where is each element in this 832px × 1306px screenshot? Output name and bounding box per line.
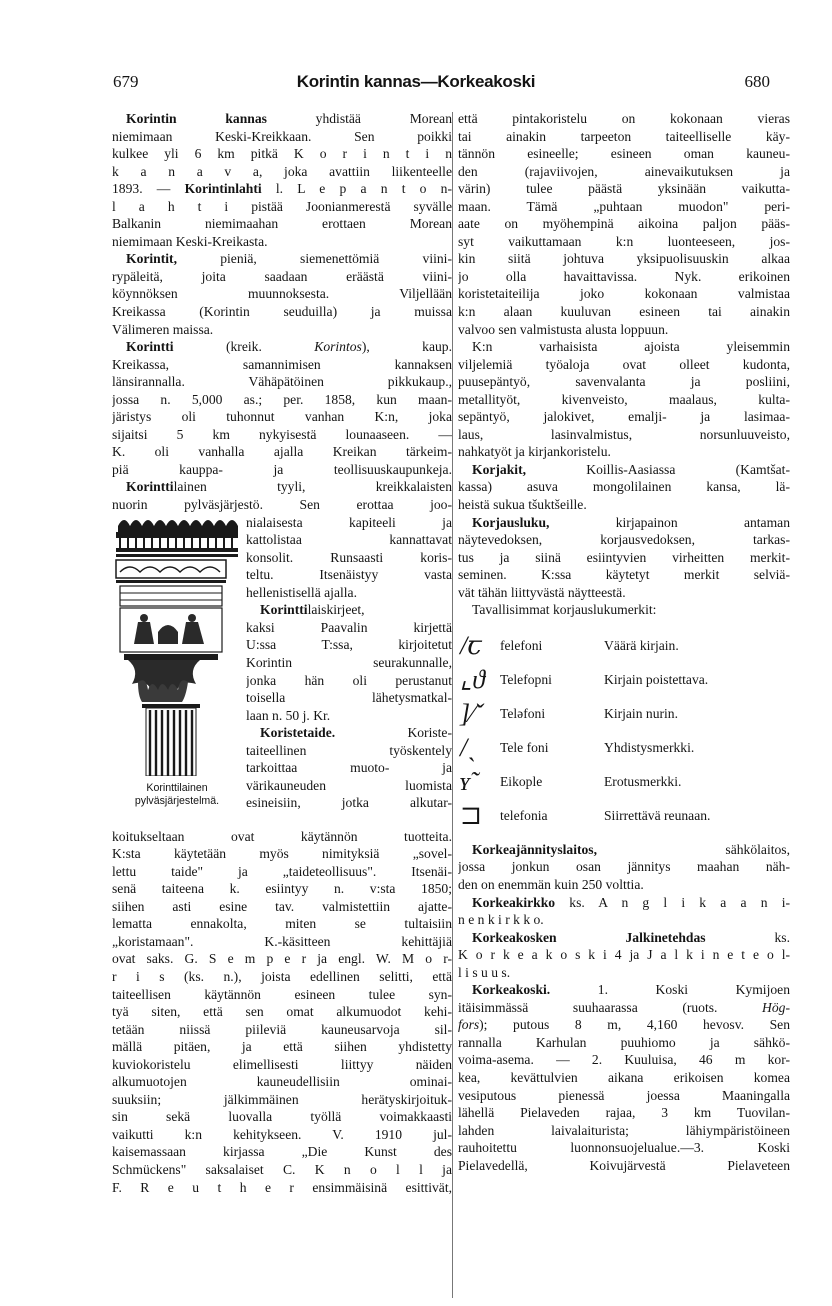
proof-mark-example: telefonia xyxy=(500,808,548,824)
left-column xyxy=(112,110,452,1196)
text-line: Korinttilainen tyyli, kreikkalaisten xyxy=(126,479,452,495)
corinthian-column-illustration xyxy=(114,514,240,776)
proof-mark-description: Kirjain poistettava. xyxy=(604,672,709,688)
text-line: jo olla havaittavissa. Nyk. erikoinen xyxy=(458,268,790,284)
text-line: sepäntyö, jalokivet, emalji- ja lasimaa- xyxy=(458,409,790,425)
proof-mark-row xyxy=(460,731,790,765)
text-line: ovat saks. G. S e m p e r ja engl. W. M o r- xyxy=(112,951,452,967)
right-column-top-text xyxy=(458,110,790,619)
text-line: l a h t i pistää Joonianmerestä syvälle xyxy=(112,198,452,214)
text-line: „koristamaan". K.-käsitteen kehittäjiä xyxy=(112,933,452,949)
text-line: F. R e u t h e r ensimmäisinä esittivät, xyxy=(112,1179,452,1195)
proof-mark-description: Erotusmerkki. xyxy=(604,774,682,790)
text-line: vät tähän liittyvästä näytteestä. xyxy=(458,584,626,600)
text-line: hellenistisellä ajalla. xyxy=(246,584,357,600)
proof-mark-example: Telefopni xyxy=(500,672,552,688)
proof-mark-glyph: ⌞ϑ xyxy=(460,664,485,694)
proof-mark-row xyxy=(460,765,790,799)
text-line: taiteellisen käytännön esineen tulee syn- xyxy=(112,986,452,1002)
text-line: Kreikassa, samannimisen kannaksen xyxy=(112,356,452,372)
text-line: piä kauppa- ja teollisuuskaupunkeja. xyxy=(112,461,452,477)
text-line: alkumuotojen kauneudellisiin ominai- xyxy=(112,1074,452,1090)
text-line: Korkeajännityslaitos, sähkölaitos, xyxy=(472,841,790,857)
proof-mark-description: Kirjain nurin. xyxy=(604,706,678,722)
text-line: värin) tulee päästä yksinään vaikutta- xyxy=(458,181,790,197)
right-column-bottom-text xyxy=(458,841,790,1174)
text-line: syt vaikuttamaan k:n luonteeseen, jos- xyxy=(458,233,790,249)
text-line: jonka hän oli perustanut xyxy=(246,672,452,688)
text-line: K. oli vanhalla ajalla Kreikan tärkeim- xyxy=(112,444,452,460)
proof-mark-example: Telǝfoni xyxy=(500,706,546,722)
text-line: mällä pitäen, ja että siihen yhdistetty xyxy=(112,1039,452,1055)
text-line: tännön esineelle; esineen oman kauneu- xyxy=(458,146,790,162)
text-line: Korinttilaiskirjeet, xyxy=(260,602,365,618)
text-line: metallityöt, kivenveisto, maalaus, kulta- xyxy=(458,391,790,407)
text-line: Korjakit, Koillis-Aasiassa (Kamtšat- xyxy=(472,461,790,477)
caption-line: pylväsjärjestelmä. xyxy=(134,794,220,807)
text-line: r i s (ks. n.), joista edellinen selitti, että xyxy=(112,968,452,984)
proof-mark-row xyxy=(460,629,790,663)
proof-mark-glyph: /ꞇ xyxy=(460,630,482,660)
text-line: taiteellinen työskentely xyxy=(246,742,452,758)
text-line: itäisimmässä suuhaarassa (ruots. Hög- xyxy=(458,999,790,1015)
text-line: kuviokoristelu elimellisesti liittyy näiden xyxy=(112,1056,452,1072)
text-line: maan. Tämä „puhtaan muodon" peri- xyxy=(458,198,790,214)
proof-mark-glyph: ⊐ xyxy=(460,800,483,830)
proof-mark-glyph: ]⁄ˇ xyxy=(460,698,484,728)
text-line: sijaitsi 5 km nykyisestä lounaaseen. — xyxy=(112,426,452,442)
text-line: rypäleitä, joita saadaan eräästä viini- xyxy=(112,268,452,284)
right-column xyxy=(458,110,790,1174)
proof-mark-row xyxy=(460,663,790,697)
text-line: valvoo sen valmistusta alusta loppuun. xyxy=(458,321,669,337)
text-line: jossa jonkun osan jännitys maahan näh- xyxy=(458,859,790,875)
text-line: U:ssa T:ssa, kirjoitetut xyxy=(246,637,452,653)
text-line: kaksi Paavalin kirjettä xyxy=(246,619,452,635)
text-line: sin sekä luovalla työllä voimakkaasti xyxy=(112,1109,452,1125)
text-line: nialaisesta kapiteeli ja xyxy=(246,514,452,530)
caption-line: Korinttilainen xyxy=(146,781,208,794)
text-line: kassa) asuva mongolilainen kansa, lä- xyxy=(458,479,790,495)
text-line: laus, lasinvalmistus, norsunluuveisto, xyxy=(458,426,790,442)
left-column-bottom-text xyxy=(112,828,452,1196)
text-line: K:sta käytetään myös nimityksiä „sovel- xyxy=(112,846,452,862)
page-number-right: 680 xyxy=(744,72,770,91)
text-line: nahkatyöt ja kirjankoristelu. xyxy=(458,444,611,460)
text-line: rannalla Karhulan puuhiomo ja sähkö- xyxy=(458,1034,790,1050)
text-line: voima-asema. — 2. Kuuluisa, 46 m kor- xyxy=(458,1052,790,1068)
text-line: lähellä Pielaveden rajaa, 3 km Tuovilan- xyxy=(458,1105,790,1121)
text-line: esineisiin, jotka alkutar- xyxy=(246,795,452,811)
text-line: länsirannalla. Vähäpätöinen pikkukaup., xyxy=(112,374,452,390)
text-line: Välimeren maissa. xyxy=(112,321,214,337)
proof-mark-description: Yhdistysmerkki. xyxy=(604,740,695,756)
text-line: kattolistaa kannattavat xyxy=(246,532,452,548)
text-line: Korintin kannas yhdistää Morean xyxy=(126,111,452,126)
text-line: Tavallisimmat korjauslukumerkit: xyxy=(472,602,657,618)
text-line: suuksiin; jälkimmäinen herätyskirjoituk- xyxy=(112,1091,452,1107)
text-line: Korintti (kreik. Korintos), kaup. xyxy=(126,339,452,355)
text-line: koitukseltaan ovat käytännön tuotteita. xyxy=(112,828,452,844)
text-line: laan n. 50 j. Kr. xyxy=(246,707,331,723)
text-line: puusepäntyö, savenvalanta ja posliini, xyxy=(458,374,790,390)
text-line: nuorin pylväsjärjestö. Sen erottaa joo- xyxy=(112,497,452,513)
text-line: konsolit. Runsaasti koris- xyxy=(246,549,452,565)
text-line: senä taiteena k. esiintyy n. v:sta 1850; xyxy=(112,881,452,897)
text-line: koristetaiteilija joko kokonaan valmistaa xyxy=(458,286,790,302)
text-line: Schmückens" saksalaiset C. K n o l l ja xyxy=(112,1161,452,1177)
text-line: Korkeakirkko ks. A n g l i k a a n i- xyxy=(472,894,790,910)
text-line: seminen. K:ssa käytetyt merkit selviä- xyxy=(458,567,790,583)
text-line: Korintit, pieniä, siemenettömiä viini- xyxy=(126,251,452,267)
text-line: Korintin seurakunnalle, xyxy=(246,654,452,670)
text-line: köynnöksen muunnoksesta. Viljellään xyxy=(112,286,452,302)
figure-zone xyxy=(112,514,452,828)
text-line: K o r k e a k o s k i 4 ja J a l k i n e t e o l- xyxy=(458,947,790,963)
text-line: kea, kevättulvien aikana erikoisen komea xyxy=(458,1069,790,1085)
text-line: l i s u u s. xyxy=(458,964,511,980)
text-line: aate on myöhempinä aikoina paljon pääs- xyxy=(458,216,790,232)
text-line: fors); putous 8 m, 4,160 hevosv. Sen xyxy=(458,1017,790,1033)
text-line: Koristetaide. Koriste- xyxy=(260,725,452,741)
text-line: kaisemassaan kirjassa „Die Kunst des xyxy=(112,1144,452,1160)
proof-mark-row xyxy=(460,799,790,833)
text-line: K:n varhaisista ajoista yleisemmin xyxy=(472,339,790,355)
text-line: värikauneuden luomista xyxy=(246,777,452,793)
running-title: Korintin kannas—Korkeakoski xyxy=(296,72,536,91)
text-line: lettu taide" ja „taideteollisuus". Itsenäi- xyxy=(112,863,452,879)
proof-mark-glyph: ʏ˜ xyxy=(460,766,479,796)
text-line: toisella lähetysmatkal- xyxy=(246,690,452,706)
text-line: heistä sukua tšuktšeille. xyxy=(458,497,587,513)
corinthian-column-figure xyxy=(114,514,240,781)
text-line: niemimaan Keski-Kreikkaan. Sen poikki xyxy=(112,128,452,144)
text-line: näytevedoksen, korjausvedoksen, tarkas- xyxy=(458,532,790,548)
text-line: Korjausluku, kirjapainon antaman xyxy=(472,514,790,530)
proof-mark-example: felefoni xyxy=(500,638,543,654)
text-line: n e n k i r k k o. xyxy=(458,912,544,928)
text-line: Balkanin niemimaahan erottaen Morean xyxy=(112,216,452,232)
proofreading-marks-table xyxy=(460,629,790,833)
text-line: tetään niissä piileviä kauneusarvoja sil- xyxy=(112,1021,452,1037)
text-line: teltu. Itsenäistyy vasta xyxy=(246,567,452,583)
column-divider xyxy=(452,112,453,1298)
text-line: Kreikassa (Korintin seuduilla) ja muissa xyxy=(112,304,452,320)
figure-caption xyxy=(112,782,242,808)
proof-mark-description: Väärä kirjain. xyxy=(604,638,679,654)
text-line: tyä siten, että sen omat alkumuodot kehi- xyxy=(112,1004,452,1020)
text-line: Korkeakoski. 1. Koski Kymijoen xyxy=(472,982,790,998)
text-line: rauhoitettu luonnonsuojelualue.—3. Koski xyxy=(458,1140,790,1156)
text-line: tarkoittaa muoto- ja xyxy=(246,760,452,776)
proof-mark-example: Eikople xyxy=(500,774,543,790)
text-line: Korkeakosken Jalkinetehdas ks. xyxy=(472,929,790,945)
text-line: niemimaan Keski-Kreikasta. xyxy=(112,233,268,249)
text-line: vesiputous pienessä joessa Maaningalla xyxy=(458,1087,790,1103)
text-line: tai ainakin tarpeeton taiteelliselle käy- xyxy=(458,128,790,144)
page-number-left: 679 xyxy=(113,72,139,91)
text-line: kulkee yli 6 km pitkä K o r i n t i n xyxy=(112,146,452,162)
text-line: jossa n. 5,000 as.; per. 1858, kun maan- xyxy=(112,391,452,407)
proof-mark-row xyxy=(460,697,790,731)
text-line: k:n alaan kuuluvan esineen tai ainakin xyxy=(458,304,790,320)
left-column-wrapped-text xyxy=(246,514,452,812)
text-line: k a n a v a, joka avattiin liikenteelle xyxy=(112,163,452,179)
text-line: viljelemiä työaloja ovat olleet kudonta, xyxy=(458,356,790,372)
text-line: vaikutti k:n kehitykseen. V. 1910 jul- xyxy=(112,1126,452,1142)
text-line: den on enemmän kuin 250 volttia. xyxy=(458,876,644,892)
proof-mark-description: Siirrettävä reunaan. xyxy=(604,808,711,824)
text-line: lematta ennakolta, miten se tultaisiin xyxy=(112,916,452,932)
text-line: järistys oli tuhonnut vanhan K:n, joka xyxy=(112,409,452,425)
proof-mark-example: Tele foni xyxy=(500,740,549,756)
text-line: kin siitä johtuva yksipuolisuuskin alkaa xyxy=(458,251,790,267)
text-line: Pielavedellä, Koivujärvestä Pielaveteen xyxy=(458,1157,790,1173)
text-line: lahden laivalaiturista; lähiympäristöineen xyxy=(458,1122,790,1138)
left-column-top-text xyxy=(112,110,452,514)
text-line: den (rajaviivojen, ainevaikutuksen ja xyxy=(458,163,790,179)
text-line: että pintakoristelu on kokonaan vieras xyxy=(458,111,790,126)
text-line: 1893. — Korintinlahti l. L e p a n t o n- xyxy=(112,181,452,197)
text-line: tus ja siinä esiintyvien virheitten merkit- xyxy=(458,549,790,565)
text-line: siihen asti esine tav. valmistettiin ajatte- xyxy=(112,898,452,914)
proof-mark-glyph: /ˎ xyxy=(460,732,476,762)
